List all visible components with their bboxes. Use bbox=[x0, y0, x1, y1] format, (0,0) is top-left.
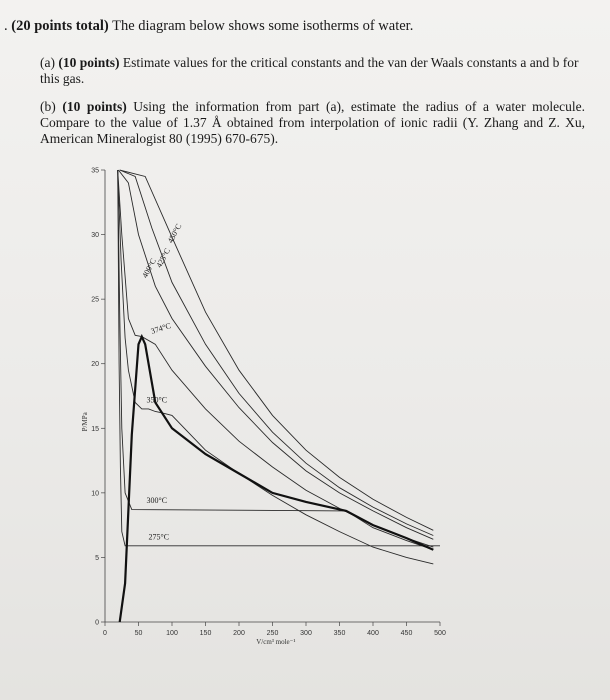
isotherm-label-275: 275°C bbox=[148, 532, 170, 542]
x-tick-label: 400 bbox=[367, 630, 379, 637]
part-a-label: (a) bbox=[40, 55, 55, 70]
x-tick-label: 300 bbox=[300, 630, 312, 637]
x-tick-label: 50 bbox=[134, 630, 143, 637]
isotherm-line bbox=[120, 170, 434, 530]
isotherm-label-450: 450°C bbox=[165, 222, 184, 245]
coexistence-curve bbox=[120, 337, 434, 622]
y-tick-label: 15 bbox=[91, 425, 99, 433]
x-tick-label: 100 bbox=[166, 630, 178, 637]
y-tick-label: 0 bbox=[95, 619, 99, 627]
part-b bbox=[40, 99, 585, 147]
x-tick-label: 150 bbox=[199, 630, 212, 637]
isotherm-chart bbox=[0, 150, 610, 660]
y-tick-label: 5 bbox=[95, 554, 99, 562]
y-tick-label: 35 bbox=[91, 167, 99, 175]
chart-labels bbox=[81, 222, 295, 646]
y-tick-label: 25 bbox=[91, 296, 99, 304]
isotherm-label-374: 374°C bbox=[149, 321, 173, 336]
part-b-points: (10 points) bbox=[62, 99, 127, 114]
x-axis-title: V/cm³ mole⁻¹ bbox=[256, 638, 296, 646]
x-tick-label: 500 bbox=[434, 630, 446, 637]
question-intro: The diagram below shows some isotherms of water. bbox=[112, 18, 414, 34]
y-axis-title: P/MPa bbox=[81, 412, 89, 432]
part-a-text: Estimate values for the critical constants and the van der Waals constants a and b for this gas. bbox=[40, 55, 579, 86]
isotherm-label-425: 425°C bbox=[154, 246, 173, 270]
question-points: (20 points total) bbox=[11, 18, 109, 34]
isotherm-line bbox=[118, 170, 434, 547]
isotherm-label-400: 400°C bbox=[140, 257, 158, 280]
part-a-points: (10 points) bbox=[58, 55, 120, 70]
x-tick-label: 350 bbox=[333, 630, 346, 637]
chart-axes bbox=[91, 168, 446, 638]
x-tick-label: 250 bbox=[266, 630, 279, 637]
x-tick-label: 0 bbox=[103, 630, 107, 637]
question-number-mark: . bbox=[4, 18, 8, 34]
isotherm-label-350: 350°C bbox=[146, 395, 168, 405]
question-header bbox=[4, 18, 413, 35]
x-tick-label: 200 bbox=[233, 630, 245, 637]
isotherm-line bbox=[118, 170, 433, 542]
isotherm-line bbox=[118, 170, 440, 546]
isotherm-label-300: 300°C bbox=[146, 496, 168, 506]
part-b-label: (b) bbox=[40, 99, 56, 114]
y-tick-label: 10 bbox=[91, 490, 99, 498]
y-tick-label: 20 bbox=[91, 361, 99, 369]
part-a bbox=[40, 55, 585, 87]
part-b-text: Using the information from part (a), estimate the radius of a water molecule. Compare to the value of 1.37 Å obtained from interpolation of ionic radii (Y. Zhang and Z. Xu, American Mineralogist 80 (1995) 670-675). bbox=[40, 99, 586, 146]
x-tick-label: 450 bbox=[400, 630, 413, 637]
y-tick-label: 30 bbox=[91, 232, 99, 240]
